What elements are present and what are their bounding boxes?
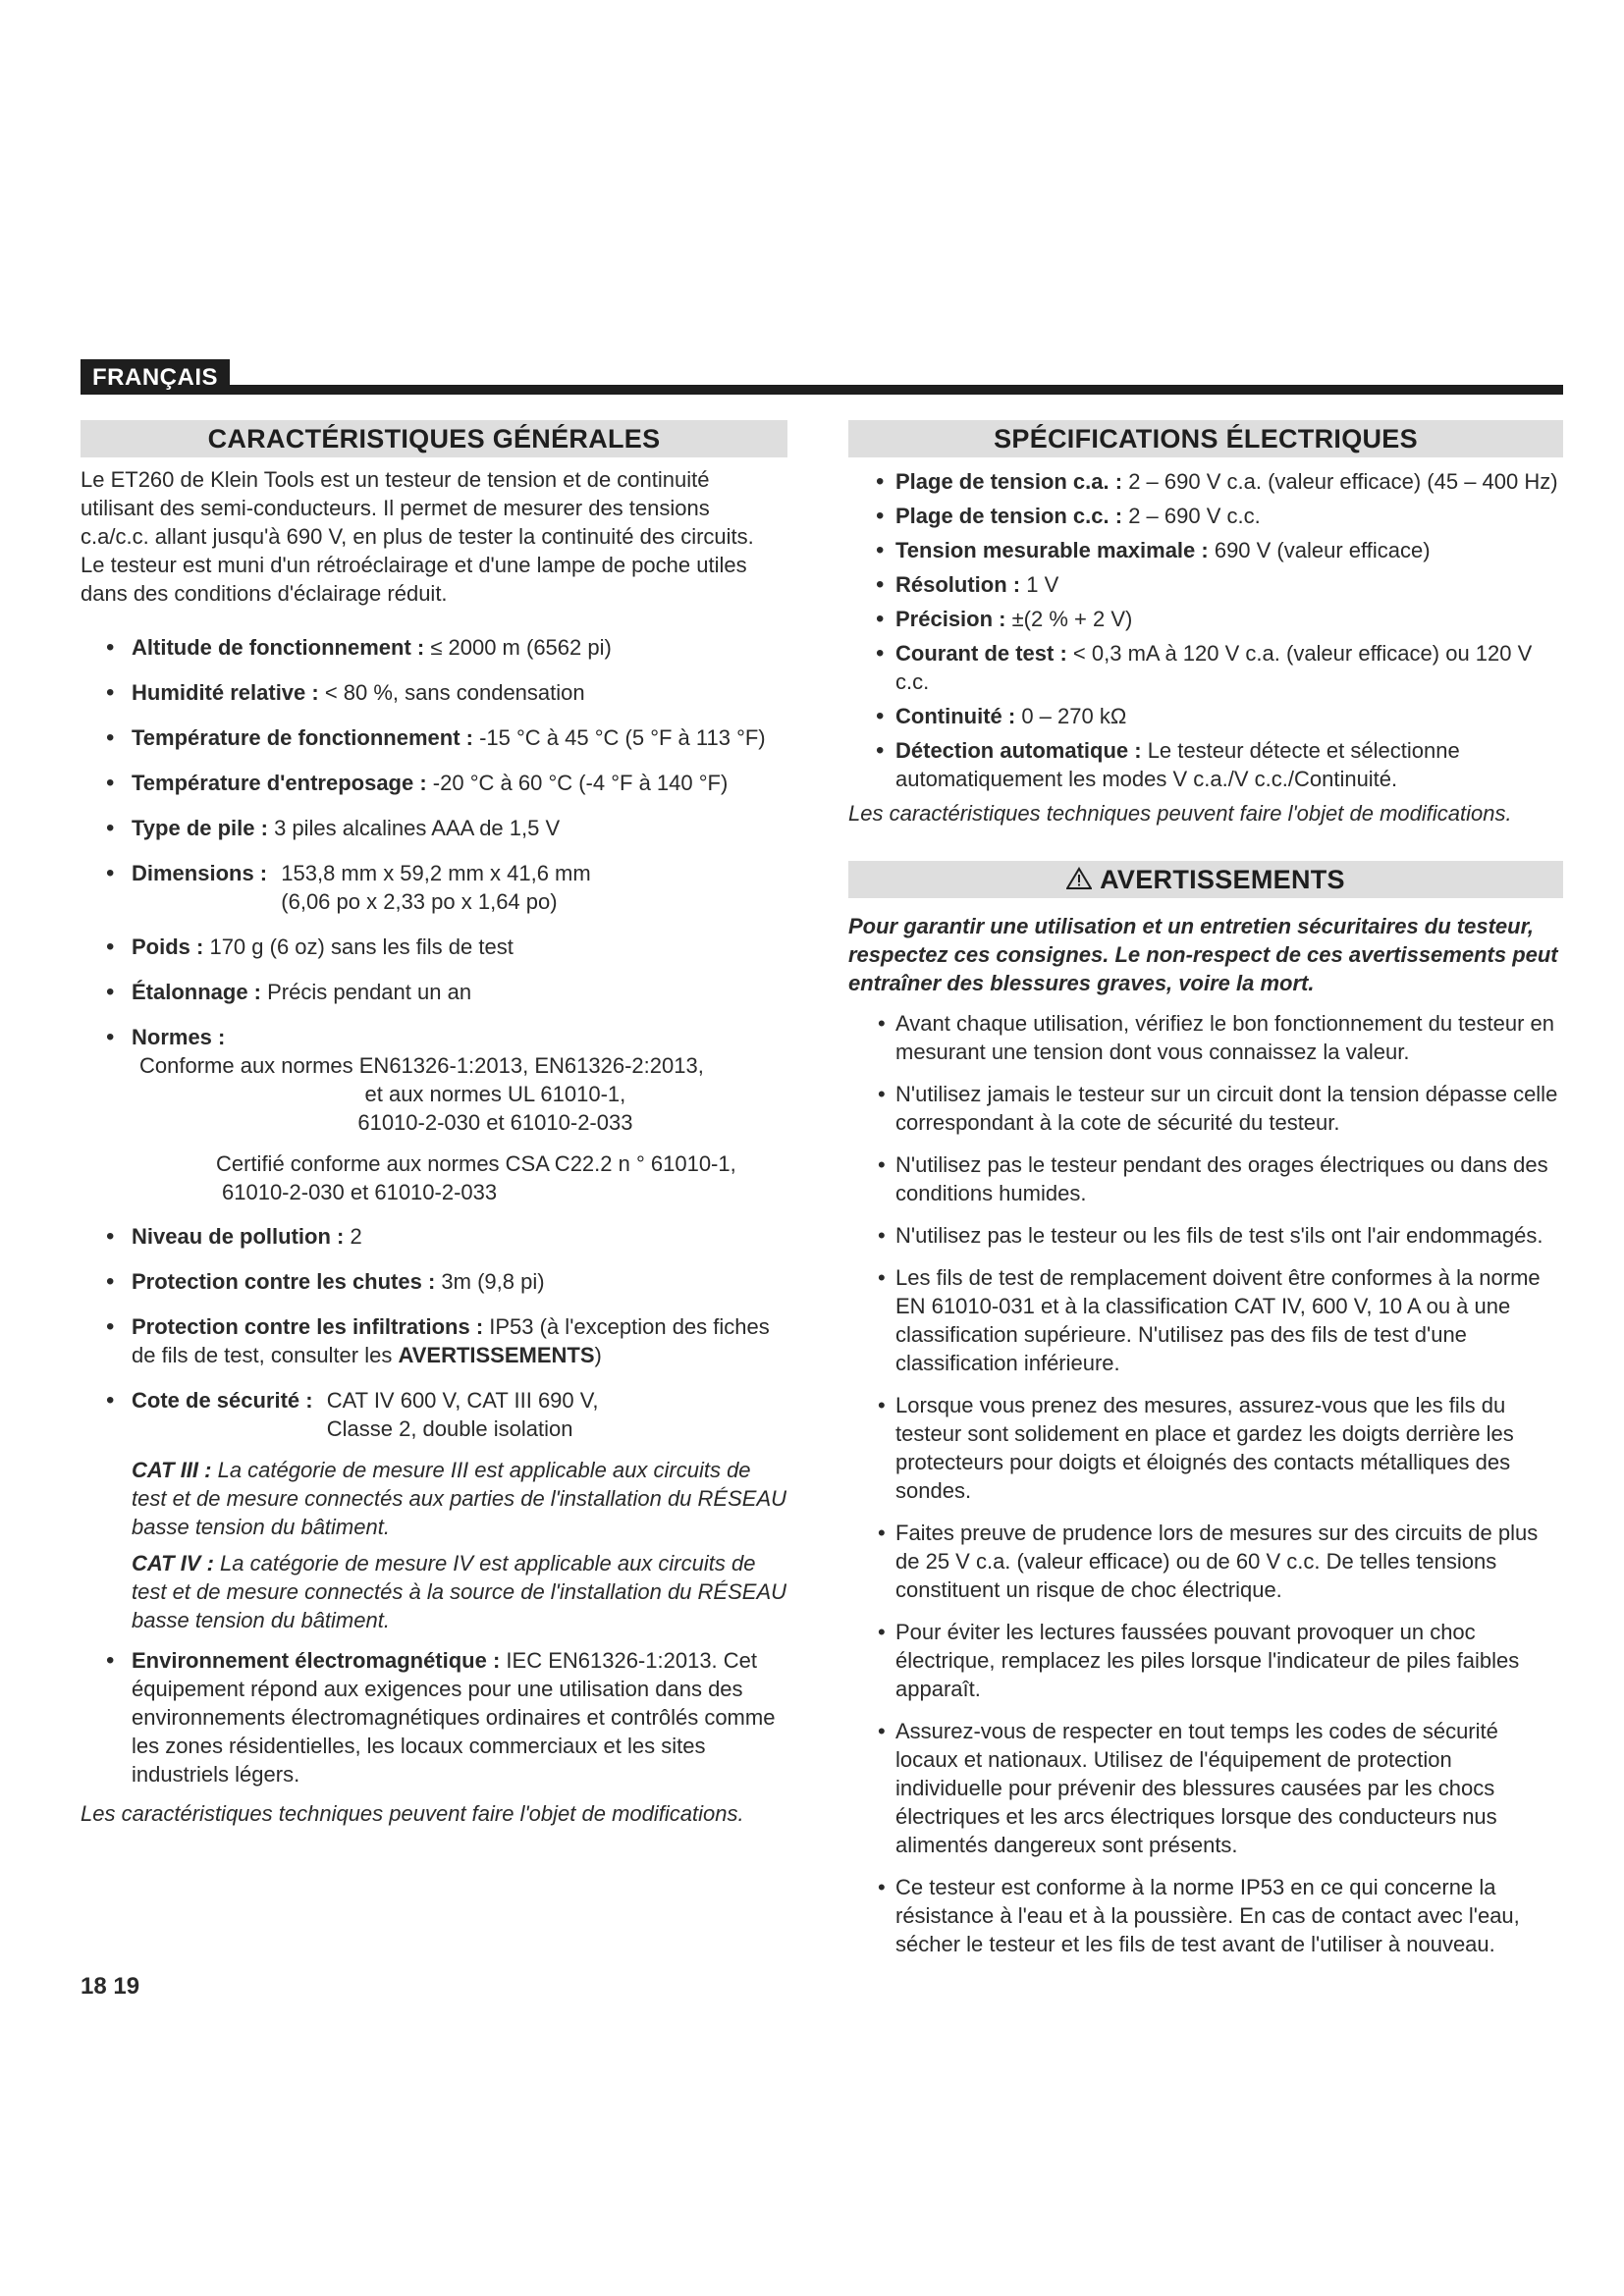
- language-header-bar: [81, 359, 1563, 395]
- spec-item-ingress-protection: • Protection contre les infiltrations : IP53 (à l'exception des fiches de fils de test, consulter les AVERTISSEMENTS): [81, 1312, 787, 1369]
- warnings-heading-label: AVERTISSEMENTS: [1100, 865, 1345, 894]
- spec-item-storage-temp: • Température d'entreposage : -20 °C à 60 °C (-4 °F à 140 °F): [81, 769, 787, 797]
- certification-note: Certifié conforme aux normes CSA C22.2 n ° 61010-1, 61010-2-030 et 61010-2-033: [216, 1151, 736, 1204]
- warning-item: • Assurez-vous de respecter en tout temps les codes de sécurité locaux et nationaux. Utilisez de l'équipement de protection individuelle pour prévenir des blessures causées par les chocs électriques et les arcs électriques lorsque des conducteurs nus alimentés dangereux sont présents.: [848, 1717, 1563, 1859]
- warning-item: • N'utilisez jamais le testeur sur un circuit dont la tension dépasse celle correspondant à la cote de sécurité du testeur.: [848, 1080, 1563, 1137]
- general-characteristics-heading: CARACTÉRISTIQUES GÉNÉRALES: [81, 420, 787, 457]
- safety-rating-values: CAT IV 600 V, CAT III 690 V, Classe 2, double isolation: [326, 1388, 599, 1441]
- spec-item-weight: • Poids : 170 g (6 oz) sans les fils de test: [81, 933, 787, 961]
- warning-item: • N'utilisez pas le testeur ou les fils de test s'ils ont l'air endommagés.: [848, 1221, 1563, 1250]
- general-change-note: Les caractéristiques techniques peuvent faire l'objet de modifications.: [81, 1801, 744, 1826]
- warning-item: • Pour éviter les lectures faussées pouvant provoquer un choc électrique, remplacez les piles lorsque l'indicateur de piles faibles apparaît.: [848, 1618, 1563, 1703]
- language-tab: FRANÇAIS: [81, 359, 230, 395]
- elec-item-accuracy: • Précision : ±(2 % + 2 V): [848, 605, 1563, 633]
- spec-item-drop-protection: • Protection contre les chutes : 3m (9,8 pi): [81, 1267, 787, 1296]
- spec-item-dimensions: • Dimensions : 153,8 mm x 59,2 mm x 41,6 mm (6,06 po x 2,33 po x 1,64 po): [81, 859, 787, 916]
- warning-item: • Faites preuve de prudence lors de mesures sur des circuits de plus de 25 V c.a. (valeur efficace) ou de 60 V c.c. De telles tensions constituent un risque de choc électrique.: [848, 1519, 1563, 1604]
- warnings-heading: [848, 861, 1563, 898]
- elec-item-ac-range: • Plage de tension c.a. : 2 – 690 V c.a. (valeur efficace) (45 – 400 Hz): [848, 467, 1563, 496]
- cat-iv-note: CAT IV : La catégorie de mesure IV est applicable aux circuits de test et de mesure connectés à la source de l'installation du RÉSEAU basse tension du bâtiment.: [132, 1551, 787, 1632]
- spec-item-altitude: • Altitude de fonctionnement : ≤ 2000 m (6562 pi): [81, 633, 787, 662]
- warning-item: • Avant chaque utilisation, vérifiez le bon fonctionnement du testeur en mesurant une tension dont vous connaissez la valeur.: [848, 1009, 1563, 1066]
- elec-item-max-voltage: • Tension mesurable maximale : 690 V (valeur efficace): [848, 536, 1563, 564]
- general-spec-list: [81, 633, 787, 1137]
- electrical-change-note: Les caractéristiques techniques peuvent faire l'objet de modifications.: [848, 801, 1512, 826]
- warning-item: • Ce testeur est conforme à la norme IP53 en ce qui concerne la résistance à l'eau et à la poussière. En cas de contact avec l'eau, sécher le testeur et les fils de test avant de l'utiliser à nouveau.: [848, 1873, 1563, 1958]
- warning-item: • Lorsque vous prenez des mesures, assurez-vous que les fils du testeur sont solidement en place et gardez les doigts derrière les protecteurs pour doigts et éloignés des contacts métalliques des sondes.: [848, 1391, 1563, 1505]
- elec-item-resolution: • Résolution : 1 V: [848, 570, 1563, 599]
- elec-item-continuity: • Continuité : 0 – 270 kΩ: [848, 702, 1563, 730]
- general-characteristics-column: [81, 420, 787, 1828]
- spec-item-safety-rating: • Cote de sécurité : CAT IV 600 V, CAT III 690 V, Classe 2, double isolation: [81, 1386, 787, 1443]
- spec-item-operating-temp: • Température de fonctionnement : -15 °C à 45 °C (5 °F à 113 °F): [81, 723, 787, 752]
- electrical-specs-heading: SPÉCIFICATIONS ÉLECTRIQUES: [848, 420, 1563, 457]
- warnings-list: [848, 1009, 1563, 1958]
- standards-values: Conforme aux normes EN61326-1:2013, EN61326-2:2013, et aux normes UL 61010-1, 61010-2-030 et 61010-2-033: [139, 1053, 704, 1135]
- elec-item-dc-range: • Plage de tension c.c. : 2 – 690 V c.c.: [848, 502, 1563, 530]
- spec-item-standards: • Normes : Conforme aux normes EN61326-1:2013, EN61326-2:2013, et aux normes UL 61010-1, 61010-2-030 et 61010-2-033: [81, 1023, 787, 1137]
- electrical-spec-list: [848, 467, 1563, 793]
- elec-item-auto-detect: • Détection automatique : Le testeur détecte et sélectionne automatiquement les modes V c.a./V c.c./Continuité.: [848, 736, 1563, 793]
- warnings-section: [848, 861, 1563, 1958]
- spec-item-pollution: • Niveau de pollution : 2: [81, 1222, 787, 1251]
- spec-item-calibration: • Étalonnage : Précis pendant un an: [81, 978, 787, 1006]
- warnings-intro: Pour garantir une utilisation et un entretien sécuritaires du testeur, respectez ces consignes. Le non-respect de ces avertissements peut entraîner des blessures graves, voire la mort.: [848, 914, 1558, 995]
- elec-item-test-current: • Courant de test : < 0,3 mA à 120 V c.a. (valeur efficace) ou 120 V c.c.: [848, 639, 1563, 696]
- dimensions-values: 153,8 mm x 59,2 mm x 41,6 mm (6,06 po x 2,33 po x 1,64 po): [281, 861, 591, 914]
- header-rule: [81, 385, 1563, 395]
- page-numbers: 18 19: [81, 1973, 140, 2000]
- warning-triangle-icon: [1066, 867, 1092, 890]
- spec-item-battery: • Type de pile : 3 piles alcalines AAA de 1,5 V: [81, 814, 787, 842]
- spec-item-emc: • Environnement électromagnétique : IEC EN61326-1:2013. Cet équipement répond aux exigences pour une utilisation dans des environnements électromagnétiques ordinaires et contrôlés comme les zones résidentielles, les locaux commerciaux et les sites industriels légers.: [81, 1646, 787, 1789]
- general-intro-paragraph: Le ET260 de Klein Tools est un testeur de tension et de continuité utilisant des semi-conducteurs. Il permet de mesurer des tensions c.a/c.c. allant jusqu'à 690 V, en plus de tester la continuité des circuits. Le testeur est muni d'un rétroéclairage et d'une lampe de poche utiles dans des conditions d'éclairage réduit.: [81, 467, 754, 606]
- cat-iii-note: CAT III : La catégorie de mesure III est applicable aux circuits de test et de mesure connectés aux parties de l'installation du RÉSEAU basse tension du bâtiment.: [132, 1458, 787, 1539]
- warning-item: • Les fils de test de remplacement doivent être conformes à la norme EN 61010-031 et à la classification CAT IV, 600 V, 10 A ou à une classification supérieure. N'utilisez pas des fils de test d'une classification inférieure.: [848, 1263, 1563, 1377]
- electrical-and-warnings-column: [848, 420, 1563, 1972]
- spec-item-humidity: • Humidité relative : < 80 %, sans condensation: [81, 678, 787, 707]
- general-spec-list-continued: [81, 1222, 787, 1443]
- warning-item: • N'utilisez pas le testeur pendant des orages électriques ou dans des conditions humides.: [848, 1150, 1563, 1207]
- general-spec-list-end: [81, 1646, 787, 1789]
